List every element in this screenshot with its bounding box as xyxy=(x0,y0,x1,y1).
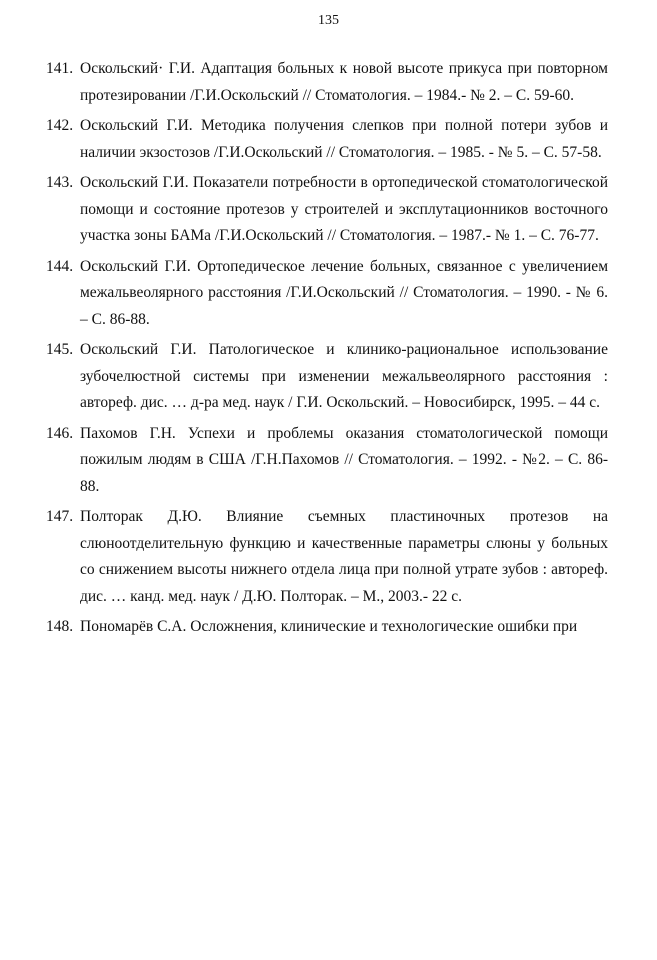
reference-text: Оскольский Г.И. Показатели потребности в ортопедической стоматологической помощи и состояние протезов у строителей и эксплутационников восточного участка зоны БАМа /Г.И.Оскольский // Стоматология. – 1987.- № 1. – С. 76-77. xyxy=(80,174,608,244)
reference-number: 141. xyxy=(46,60,74,77)
reference-number: 147. xyxy=(46,508,74,525)
page-number: 135 xyxy=(318,13,339,28)
reference-item xyxy=(46,113,608,166)
reference-item xyxy=(46,421,608,501)
reference-text: Оскольский Г.И. Методика получения слепков при полной потери зубов и наличии экзостозов /Г.И.Оскольский // Стоматология. – 1985. - № 5. – С. 57-58. xyxy=(80,117,608,161)
reference-item xyxy=(46,170,608,250)
reference-list xyxy=(46,56,608,645)
reference-number: 143. xyxy=(46,174,74,191)
reference-item xyxy=(46,56,608,109)
reference-text: Оскольский Г.И. Ортопедическое лечение больных, связанное с увеличением межальвеолярного расстояния /Г.И.Оскольский // Стоматология. – 1990. - № 6. – С. 86-88. xyxy=(80,257,608,328)
reference-text: Пономарёв С.А. Осложнения, клинические и технологические ошибки при xyxy=(80,618,578,635)
reference-item xyxy=(46,254,608,334)
reference-number: 142. xyxy=(46,117,74,134)
reference-item xyxy=(46,614,608,641)
reference-item xyxy=(46,504,608,610)
reference-text: Полторак Д.Ю. Влияние съемных пластиночных протезов на слюноотделительную функцию и качественные параметры слюны у больных со снижением высоты нижнего отдела лица при полной утрате зубов : автореф. дис. … канд. мед. наук / Д.Ю. Полторак. – М., 2003.- 22 с. xyxy=(80,508,608,605)
reference-text: Оскольский· Г.И. Адаптация больных к новой высоте прикуса при повторном протезировании /Г.И.Оскольский // Стоматология. – 1984.- № 2. – С. 59-60. xyxy=(80,60,608,104)
reference-number: 148. xyxy=(46,618,74,635)
reference-item xyxy=(46,337,608,417)
reference-text: Оскольский Г.И. Патологическое и клинико-рациональное использование зубочелюстной системы при изменении межальвеолярного расстояния : автореф. дис. … д-ра мед. наук / Г.И. Оскольский. – Новосибирск, 1995. – 44 с. xyxy=(80,341,608,411)
reference-number: 145. xyxy=(46,341,74,358)
reference-text: Пахомов Г.Н. Успехи и проблемы оказания стоматологической помощи пожилым людям в США /Г.Н.Пахомов // Стоматология. – 1992. - №2. – С. 86-88. xyxy=(80,424,608,495)
reference-number: 144. xyxy=(46,257,74,275)
reference-number: 146. xyxy=(46,424,74,442)
